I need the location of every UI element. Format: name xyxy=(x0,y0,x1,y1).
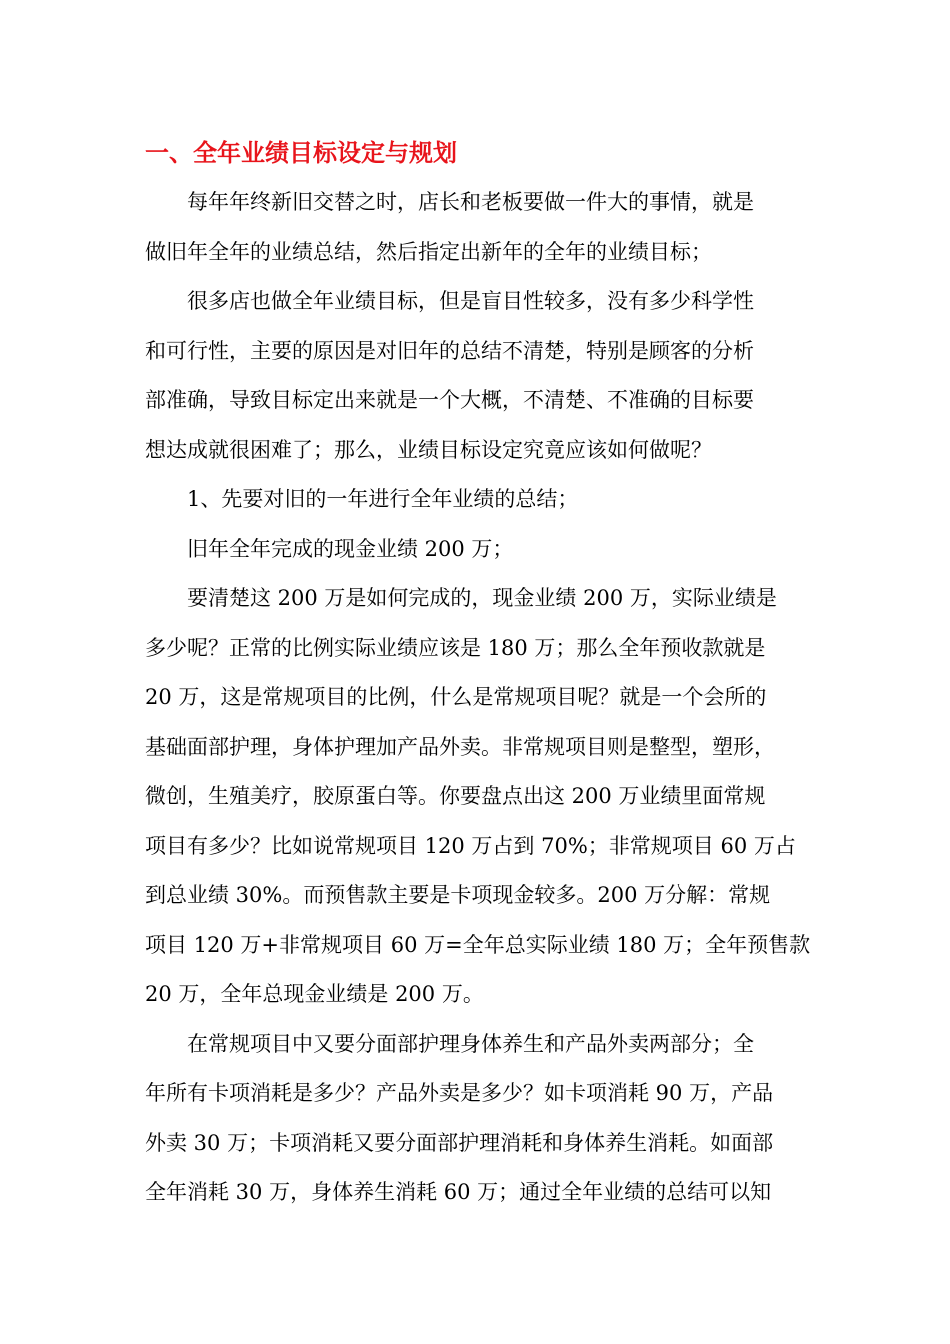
text-line: 项目有多少？比如说常规项目 120 万占到 70%；非常规项目 60 万占 xyxy=(145,833,796,858)
text-line: 做旧年全年的业绩总结，然后指定出新年的全年的业绩目标； xyxy=(145,239,712,264)
text-line: 外卖 30 万；卡项消耗又要分面部护理消耗和身体养生消耗。如面部 xyxy=(145,1130,774,1155)
text-line: 很多店也做全年业绩目标，但是盲目性较多，没有多少科学性 xyxy=(187,289,754,313)
text-line: 旧年全年完成的现金业绩 200 万； xyxy=(187,536,514,561)
text-line: 基础面部护理，身体护理加产品外卖。非常规项目则是整型，塑形， xyxy=(145,734,775,759)
section-heading: 一、全年业绩目标设定与规划 xyxy=(145,139,457,167)
document-page xyxy=(145,128,810,1218)
text-line: 每年年终新旧交替之时，店长和老板要做一件大的事情，就是 xyxy=(187,190,754,214)
text-line: 20 万，这是常规项目的比例，什么是常规项目呢？就是一个会所的 xyxy=(145,685,767,709)
text-line: 多少呢？正常的比例实际业绩应该是 180 万；那么全年预收款就是 xyxy=(145,635,766,660)
paragraph-problem xyxy=(145,277,810,475)
text-line: 微创，生殖美疗，胶原蛋白等。你要盘点出这 200 万业绩里面常规 xyxy=(145,784,766,808)
text-line: 想达成就很困难了；那么，业绩目标设定究竟应该如何做呢？ xyxy=(145,437,712,462)
text-line: 20 万，全年总现金业绩是 200 万。 xyxy=(145,982,484,1006)
paragraph-intro xyxy=(145,178,810,277)
text-line: 要清楚这 200 万是如何完成的，现金业绩 200 万，实际业绩是 xyxy=(187,586,777,610)
text-line: 1、先要对旧的一年进行全年业绩的总结； xyxy=(187,487,579,511)
paragraph-regular-items xyxy=(145,1020,810,1218)
text-line: 年所有卡项消耗是多少？产品外卖是多少？如卡项消耗 90 万，产品 xyxy=(145,1081,774,1105)
text-line: 部准确，导致目标定出来就是一个大概，不清楚、不准确的目标要 xyxy=(145,388,754,412)
text-line: 在常规项目中又要分面部护理身体养生和产品外卖两部分；全 xyxy=(187,1031,754,1056)
text-line: 全年消耗 30 万，身体养生消耗 60 万；通过全年业绩的总结可以知 xyxy=(145,1180,772,1204)
paragraph-step-one xyxy=(145,475,810,525)
paragraph-breakdown xyxy=(145,574,810,1020)
text-line: 到总业绩 30%。而预售款主要是卡项现金较多。200 万分解：常规 xyxy=(145,883,771,907)
text-line: 和可行性，主要的原因是对旧年的总结不清楚，特别是顾客的分析 xyxy=(145,338,754,363)
text-line: 项目 120 万+非常规项目 60 万=全年总实际业绩 180 万；全年预售款 xyxy=(145,932,811,957)
paragraph-cash-total xyxy=(145,525,810,575)
